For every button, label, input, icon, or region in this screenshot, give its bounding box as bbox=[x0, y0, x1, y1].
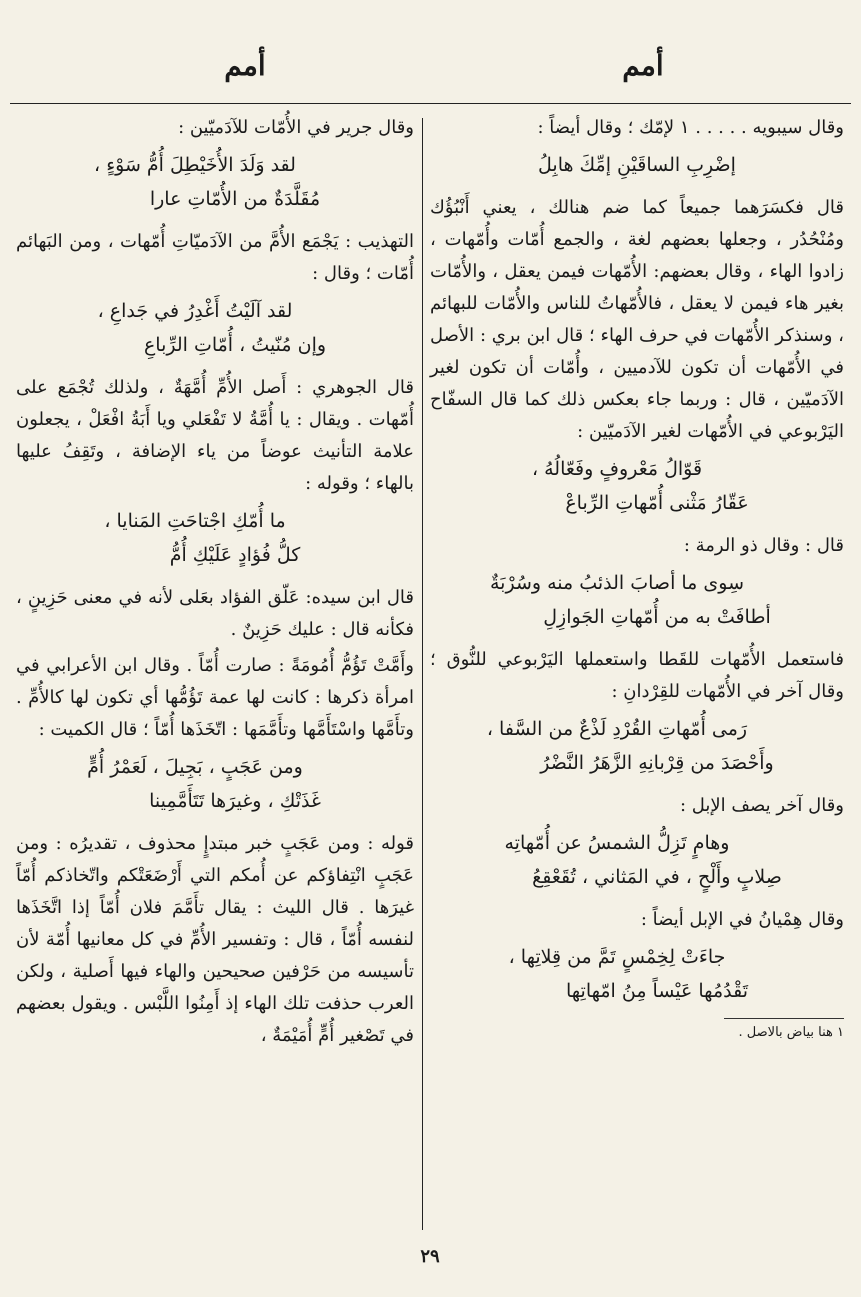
footnote-rule bbox=[724, 1018, 844, 1019]
verse-line: لقد وَلَدَ الأُخَيْطِلَ أُمُّ سَوْءٍ ، bbox=[94, 154, 296, 176]
paragraph: وأَمَّتْ تَؤُمُّ أُمُومَةً : صارت أُمّاً . وقال ابن الأعرابي في امرأة ذكرها : كانت لها عمة تَؤُمُّها أي تكون لها كالأُمِّ . وتأَمَّها واسْتَأَمَّها وتأَمَّمَها : اتّخَذَها أُمّاً ؛ قال الكميت : bbox=[16, 655, 414, 740]
verse bbox=[430, 826, 844, 894]
verse-line: سِوى ما أصابَ الذئبُ منه وسُرْبَةٌ bbox=[490, 572, 744, 594]
verse bbox=[430, 148, 844, 182]
footnote: ١ هنا بياض بالاصل . bbox=[738, 1025, 844, 1040]
paragraph: وقال آخر يصف الإبل : bbox=[679, 795, 844, 816]
verse-line: كلُّ فُؤادٍ عَلَيْكِ أُمُّ bbox=[169, 544, 301, 566]
verse-line: ومن عَجَبٍ ، بَجِيلَ ، لَعَمْرُ أُمٍّ bbox=[87, 756, 303, 778]
verse-line: إضْرِبِ الساقَيْنِ إمِّكَ هابِلُ bbox=[538, 154, 736, 176]
paragraph: قال ابن سيده: عَلّق الفؤاد بعَلى لأنه في معنى حَزِينٍ ، فكأنه قال : عليك حَزِينٌ . bbox=[16, 587, 414, 640]
paragraph: وقال سيبويه . . . . . ١ لإمّك ؛ وقال أيضاً : bbox=[537, 117, 844, 138]
verse bbox=[16, 750, 414, 818]
paragraph: فاستعمل الأُمّهات للقَطا واستعملها اليَرْبوعي للنُّوق ؛ وقال آخر في الأُمّهات للقِرْدانِ : bbox=[430, 649, 844, 702]
header-right-word: أمم bbox=[622, 49, 664, 82]
verse bbox=[430, 712, 844, 780]
verse-line: ما أُمّكِ اجْتاحَتِ المَنايا ، bbox=[104, 510, 286, 532]
paragraph: قال : وقال ذو الرمة : bbox=[683, 535, 844, 556]
left-column bbox=[16, 112, 414, 1056]
paragraph: التهذيب : يَجْمَع الأُمَّ من الآدَميّاتِ أُمّهات ، ومن البَهائم أُمّات ؛ وقال : bbox=[16, 231, 414, 284]
column-divider bbox=[422, 118, 423, 1230]
verse-line: وهامٍ تَزِلُّ الشمسُ عن أُمّهاتِه bbox=[504, 832, 730, 854]
verse-line: عَقّارُ مَثْنى أُمّهاتِ الرِّباعْ bbox=[565, 492, 749, 514]
paragraph: قوله : ومن عَجَبٍ خبر مبتدإٍ محذوف ، تقديرُه : ومن عَجَبٍ انْتِفاؤكم عن أُمكم التي أَرْضَعَتْكم واتّخاذكم أُمّاً غيرَها . قال الليث : يقال تأَمَّمَ فلان أُمّاً إذا اتَّخَذَها لنفسه أُمّاً ، قال : وتفسير الأُمِّ في كل معانيها أُمّة لأن تأسيسه من حَرْفين صحيحين والهاء فيها أَصلية ، ولكن العرب حذفت تلك الهاء إذ أَمِنُوا اللَّبْس . ويقول بعضهم في تَصْغير أُمٍّ أُمَيْمَةٌ ، bbox=[16, 833, 414, 1046]
right-column bbox=[430, 112, 844, 1043]
verse-line: غَذَتْكِ ، وغيرَها تَتَأَمَّمِينا bbox=[149, 790, 321, 812]
paragraph: قال الجوهري : أَصل الأُمِّ أُمَّهَةٌ ، ولذلك تُجْمَع على أُمّهات . ويقال : يا أُمَّةُ لا تَفْعَلي ويا أَبَةُ افْعَلْ ، يجعلون علامة التأنيث عوضاً من ياء الإضافة ، وتَقِفُ عليها بالهاء ؛ وقوله : bbox=[16, 377, 414, 494]
verse-line: جاءَتْ لِخِمْسٍ تَمَّ من قِلاتِها ، bbox=[508, 946, 726, 968]
verse-line: وأَحْصَدَ من قِرْبانِهِ الزَّهَرُ النَّضْرُ bbox=[540, 752, 774, 774]
verse-line: وإن مُنّيتُ ، أُمّاتِ الرِّباعِ bbox=[143, 334, 327, 356]
verse-line: مُقَلَّدَةٌ من الأُمّاتِ عارا bbox=[149, 188, 321, 210]
header-rule bbox=[10, 103, 851, 104]
verse-line: لقد آلَيْتُ أَغْدِرُ في جَداعِ ، bbox=[97, 300, 293, 322]
verse bbox=[16, 294, 414, 362]
verse bbox=[430, 940, 844, 1008]
verse bbox=[430, 452, 844, 520]
verse-line: أطافَتْ به من أُمّهاتِ الجَوازِلِ bbox=[543, 606, 771, 628]
verse bbox=[430, 566, 844, 634]
verse-line: قَوّالُ مَعْروفٍ وفَعّالُهُ ، bbox=[531, 458, 703, 480]
paragraph: وقال جرير في الأُمّات للآدَميّين : bbox=[178, 117, 414, 138]
verse-line: صِلابٍ وأَلْحٍ ، في المَثاني ، تُقَعْقِعُ bbox=[532, 866, 782, 888]
verse-line: تَقْدُمُها عَيْساً مِنُ امّهاتِها bbox=[565, 980, 748, 1002]
verse bbox=[16, 148, 414, 216]
paragraph: وقال هِمْيانُ في الإبل أيضاً : bbox=[640, 909, 844, 930]
verse bbox=[16, 504, 414, 572]
header-left-word: أمم bbox=[224, 49, 266, 82]
verse-line: رَمى أُمّهاتِ القُرْدِ لَذْعٌ من السَّفا ، bbox=[486, 718, 748, 740]
paragraph: قال فكسَرَهما جميعاً كما ضم هنالك ، يعني أَنْبُؤُك ومُنْحُدُر ، وجعلها بعضهم لغة ، والجمع أُمّات وأُمّهات ، زادوا الهاء ، وقال بعضهم: الأُمّهات فيمن يعقل ، والأُمّات بغير هاء فيمن لا يعقل ، فالأُمّهاتُ للناس والأُمّات للبهائم ، وسنذكر الأُمّهات في حرف الهاء ؛ قال ابن بري : الأصل في الأُمّهات أن تكون للآدميين ، وأُمّات أن تكون لغير الآدَميّين ، قال : وربما جاء بعكس ذلك كما قال السفّاح اليَرْبوعي في الأُمّهات لغير الآدَميّين : bbox=[430, 197, 844, 442]
page-number: ٢٩ bbox=[420, 1246, 440, 1267]
